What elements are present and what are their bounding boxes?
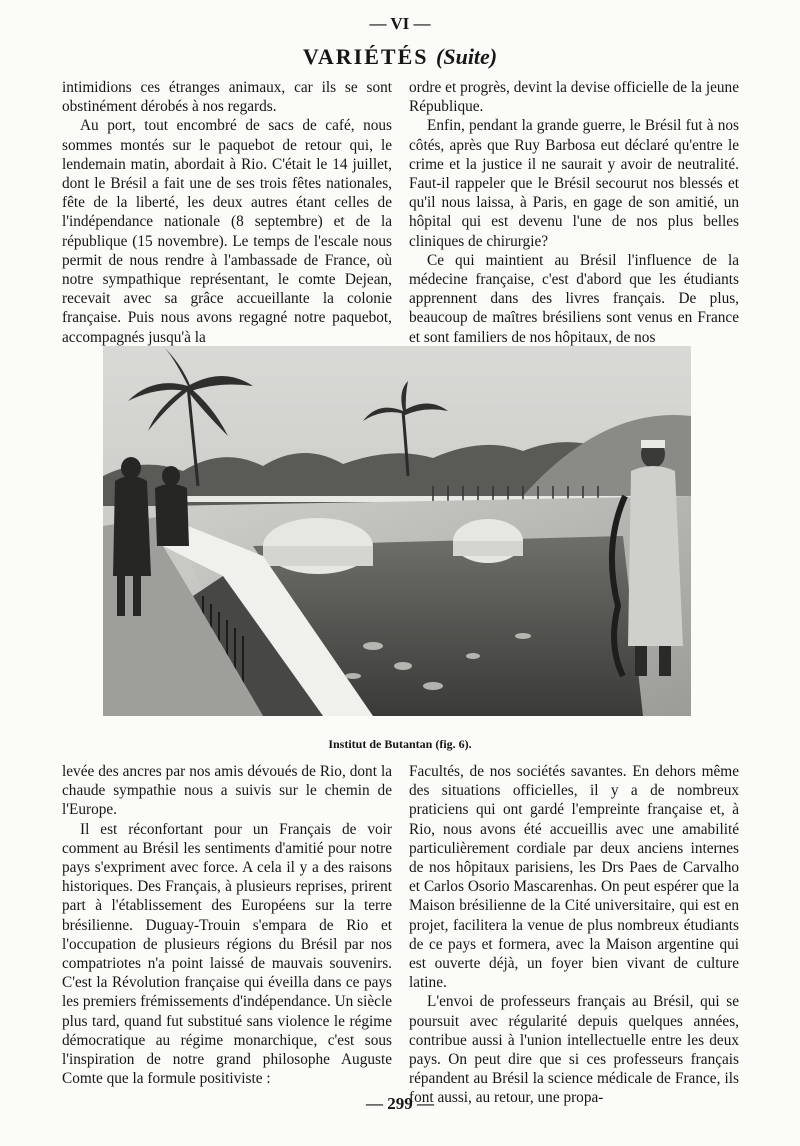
photograph-butantan-institute [103,346,691,716]
paragraph: Il est réconfortant pour un Français de voir comment au Brésil les sentiments d'amitié pour notre pays s'expriment avec force. A cela il y a des raisons historiques. Des Français, à plusieurs reprises, prirent part à l'établissement des Européens sur la terre brésilienne. Duguay-Trouin s'empara de Rio et l'occupation de plusieurs régions du Brésil par nos compatriotes n'a point laissé de mauvais souvenirs. C'est la Révolution française qui éveilla dans ce pays les premiers frémissements d'indépendance. Un siècle plus tard, quand fut substitué sans violence le régime démocratique au régime monarchique, c'est sous l'inspiration de notre grand philosophe Auguste Comte que la formule positiviste : [62,820,392,1088]
section-title-suite: (Suite) [436,44,498,69]
figure-caption: Institut de Butantan (fig. 6). [328,737,472,751]
column-top-right [409,78,739,347]
paragraph: ordre et progrès, devint la devise officielle de la jeune République. [409,79,739,116]
page-roman-numeral: — VI — [369,14,431,33]
column-bottom-right [409,762,739,1108]
paragraph: L'envoi de professeurs français au Brésil, qui se poursuit avec régularité depuis quelques années, contribue aussi à l'union intellectuelle entre les deux pays. On peut dire que si ces professeurs français répandent au Brésil la science médicale de France, ils font aussi, au retour, une propa- [409,993,739,1107]
paragraph: intimidions ces étranges animaux, car ils se sont obstinément dérobés à nos regards. [62,79,392,116]
paragraph: Ce qui maintient au Brésil l'influence de la médecine française, c'est d'abord que les étudiants apprennent dans des livres français. De plus, beaucoup de maîtres brésiliens sont venus en France et sont familiers de nos hôpitaux, de nos [409,251,739,346]
paragraph: Au port, tout encombré de sacs de café, nous sommes montés sur le paquebot de retour qui, le lendemain matin, abordait à Rio. C'était le 14 juillet, dont le Brésil a fait une de ses trois fêtes nationales, fête de la liberté, les deux autres étant celles de l'indépendance nationale (8 septembre) et de la république (15 novembre). Le temps de l'escale nous permit de nous rendre à l'ambassade de France, où notre sympathique représentant, le comte Dejean, recevait avec sa grâce accueillante la colonie française. Puis nous avons regagné notre paquebot, accompagnés jusqu'à la [62,117,392,346]
column-bottom-left [62,762,392,1088]
photo-illustration [103,346,691,716]
page-number: — 299 — [366,1094,434,1113]
running-head [0,44,800,70]
paragraph: Enfin, pendant la grande guerre, le Brésil fut à nos côtés, après que Ruy Barbosa eut déclaré qu'entre le crime et la justice il ne saurait y avoir de neutralité. Faut-il rappeler que le Brésil secourut nos blessés et qu'il nous laissa, à Paris, en gage de son amitié, un hôpital qui est devenu l'une de nos plus belles cliniques de chirurgie? [409,117,739,250]
column-top-left [62,78,392,347]
section-title: VARIÉTÉS [302,44,429,69]
paragraph: Facultés, de nos sociétés savantes. En dehors même des situations officielles, il y a de nombreux praticiens qui ont gardé l'empreinte française et, à Rio, nous avons été accueillis avec une amabilité particulièrement cordiale par deux anciens internes de nos hôpitaux parisiens, les Drs Paes de Carvalho et Carlos Osorio Mascarenhas. On peut espérer que la Maison brésilienne de la Cité universitaire, qui est en projet, facilitera la venue de plus nombreux étudiants de ce pays et formera, avec la Maison argentine qui est ouverte déjà, un foyer bien vivant de culture latine. [409,763,739,992]
paragraph: levée des ancres par nos amis dévoués de Rio, dont la chaude sympathie nous a suivis sur le chemin de l'Europe. [62,763,392,819]
